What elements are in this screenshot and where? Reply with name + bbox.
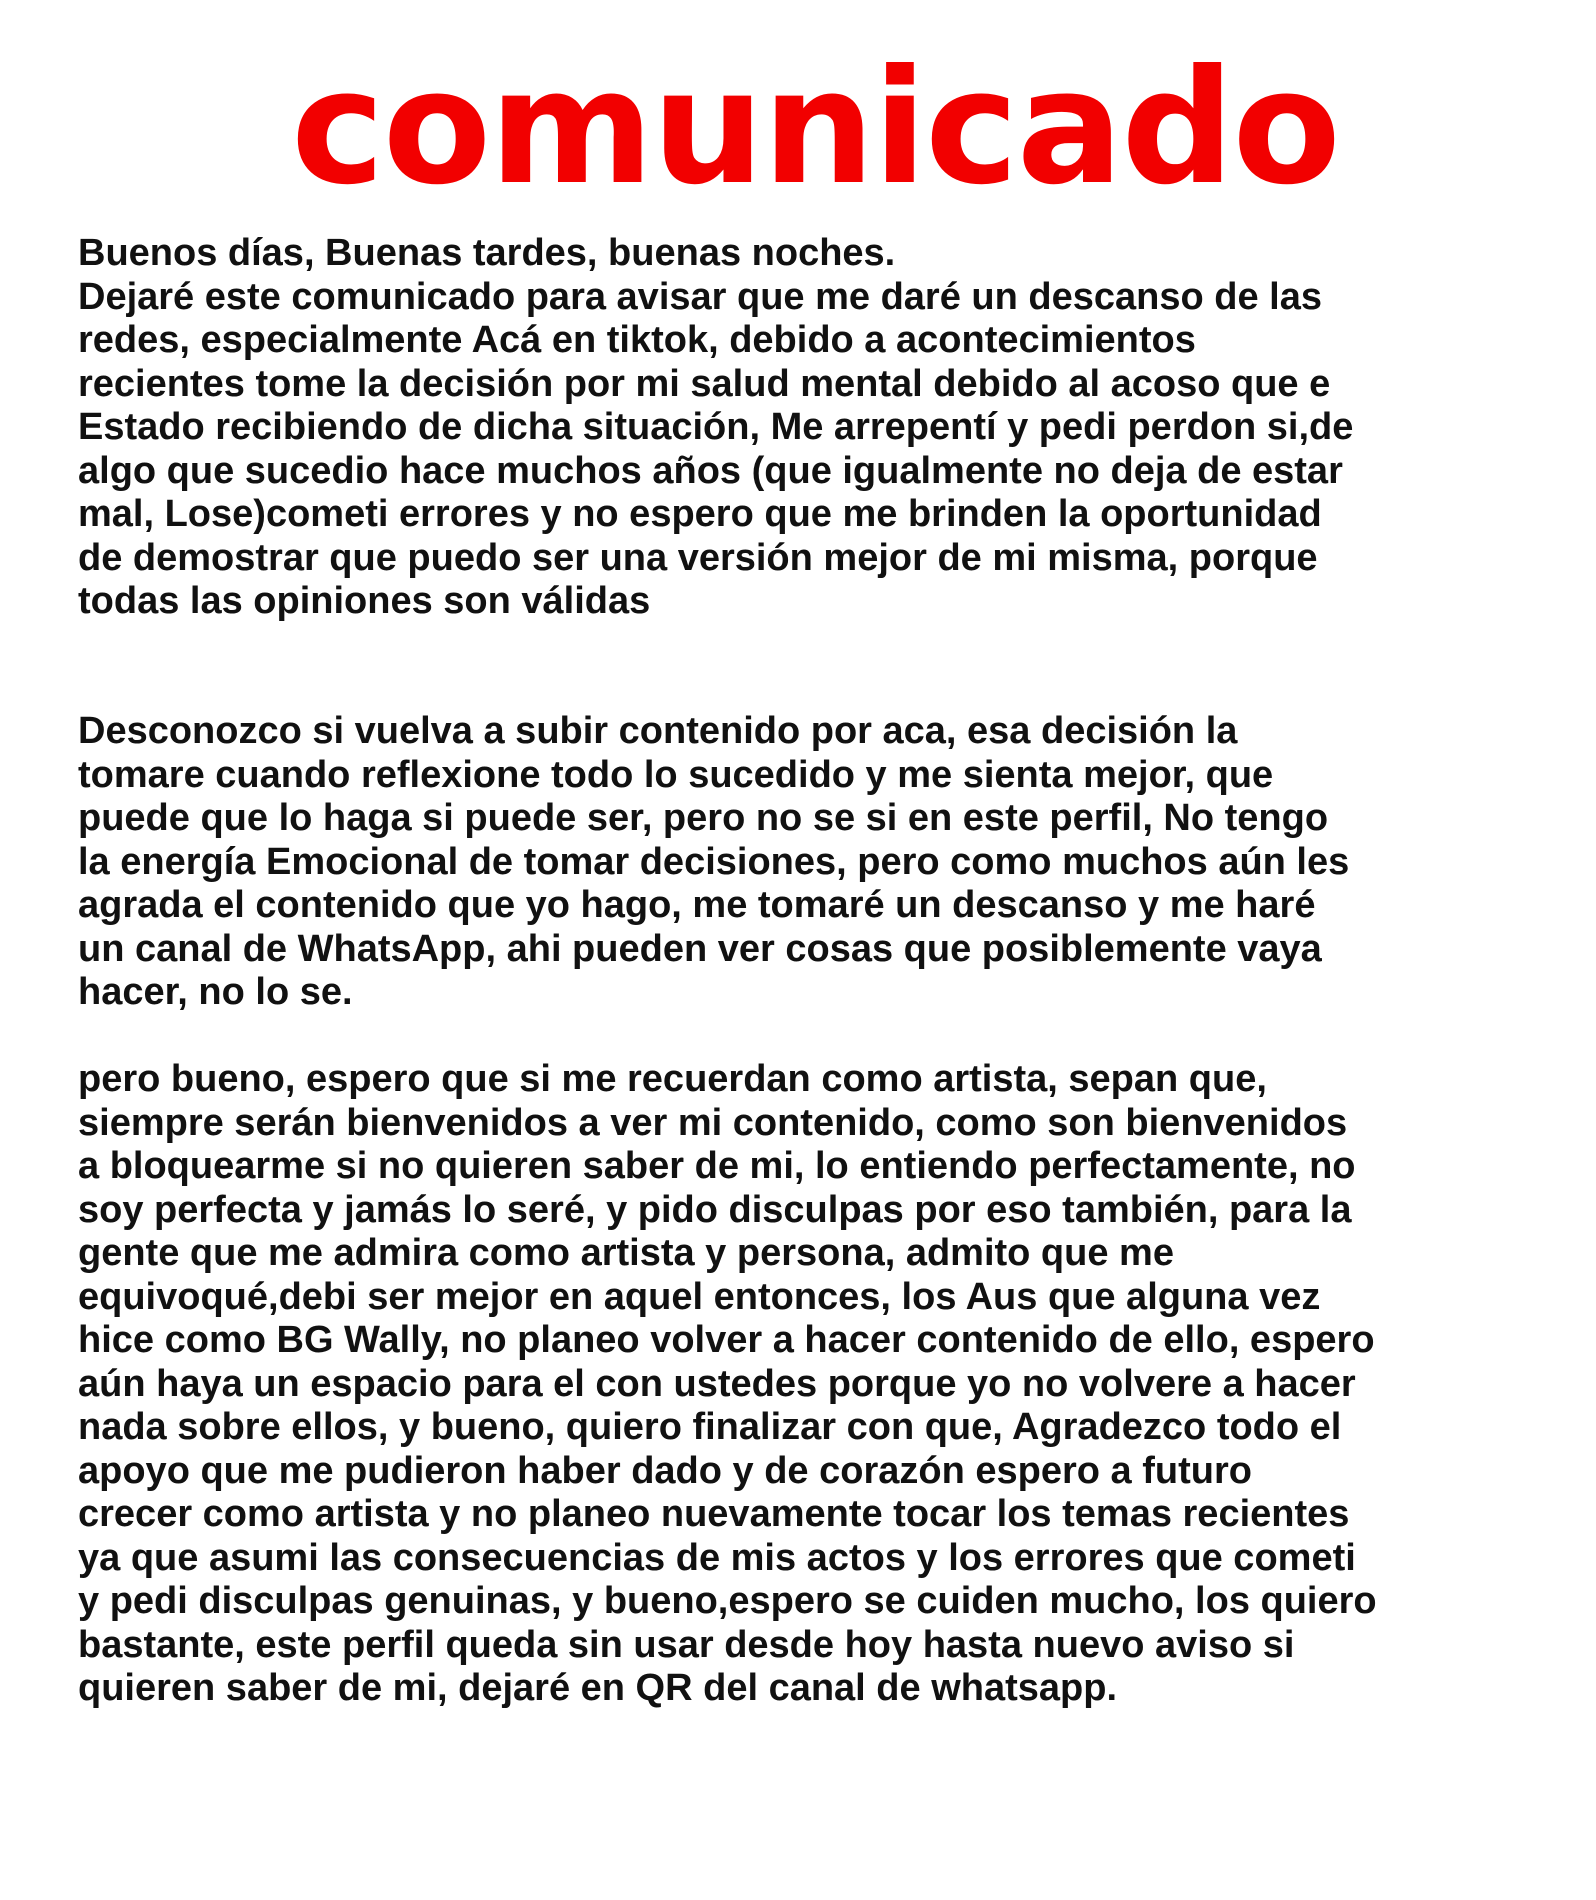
text-line: puede que lo haga si puede ser, pero no se si en este perfil, No tengo bbox=[78, 797, 1329, 839]
text-line: Estado recibiendo de dicha situación, Me arrepentí y pedi perdon si,de bbox=[78, 406, 1354, 448]
text-line: tomare cuando reflexione todo lo sucedido y me sienta mejor, que bbox=[78, 753, 1274, 796]
text-line: bastante, este perfil queda sin usar desde hoy hasta nuevo aviso si bbox=[78, 1623, 1295, 1666]
text-line: quieren saber de mi, dejaré en QR del canal de whatsapp. bbox=[78, 1667, 1118, 1709]
text-line: hice como BG Wally, no planeo volver a hacer contenido de ello, espero bbox=[78, 1319, 1375, 1361]
text-line: nada sobre ellos, y bueno, quiero finalizar con que, Agradezco todo el bbox=[78, 1406, 1342, 1448]
paragraph-3 bbox=[78, 1058, 1518, 1711]
text-line: algo que sucedio hace muchos años (que igualmente no deja de estar bbox=[78, 449, 1343, 492]
paragraph-1 bbox=[78, 232, 1518, 624]
text-line: pero bueno, espero que si me recuerdan como artista, sepan que, bbox=[78, 1058, 1267, 1100]
paragraph-2 bbox=[78, 710, 1518, 1015]
text-line: mal, Lose)cometi errores y no espero que me brinden la oportunidad bbox=[78, 493, 1322, 535]
text-line: aún haya un espacio para el con ustedes porque yo no volvere a hacer bbox=[78, 1362, 1356, 1405]
text-line: un canal de WhatsApp, ahi pueden ver cosas que posiblemente vaya bbox=[78, 927, 1322, 970]
page-title: comunicado bbox=[291, 36, 1339, 220]
text-line: soy perfecta y jamás lo seré, y pido disculpas por eso también, para la bbox=[78, 1188, 1352, 1231]
text-line: Dejaré este comunicado para avisar que me daré un descanso de las bbox=[78, 275, 1322, 318]
text-line: todas las opiniones son válidas bbox=[78, 580, 651, 622]
text-line: y pedi disculpas genuinas, y bueno,espero se cuiden mucho, los quiero bbox=[78, 1580, 1377, 1622]
text-line: Buenos días, Buenas tardes, buenas noches. bbox=[78, 232, 896, 274]
text-line: apoyo que me pudieron haber dado y de corazón espero a futuro bbox=[78, 1449, 1252, 1492]
text-line: hacer, no lo se. bbox=[78, 971, 353, 1013]
text-line: siempre serán bienvenidos a ver mi contenido, como son bienvenidos bbox=[78, 1101, 1348, 1144]
text-line: crecer como artista y no planeo nuevamente tocar los temas recientes bbox=[78, 1493, 1350, 1535]
text-line: de demostrar que puedo ser una versión mejor de mi misma, porque bbox=[78, 536, 1318, 579]
text-line: gente que me admira como artista y persona, admito que me bbox=[78, 1232, 1174, 1274]
text-line: a bloquearme si no quieren saber de mi, lo entiendo perfectamente, no bbox=[78, 1145, 1356, 1187]
text-line: agrada el contenido que yo hago, me tomaré un descanso y me haré bbox=[78, 884, 1316, 926]
text-line: equivoqué,debi ser mejor en aquel entonces, los Aus que alguna vez bbox=[78, 1275, 1321, 1318]
text-line: ya que asumi las consecuencias de mis actos y los errores que cometi bbox=[78, 1536, 1356, 1579]
text-line: redes, especialmente Acá en tiktok, debido a acontecimientos bbox=[78, 319, 1196, 361]
text-line: la energía Emocional de tomar decisiones, pero como muchos aún les bbox=[78, 840, 1350, 883]
text-line: recientes tome la decisión por mi salud mental debido al acoso que e bbox=[78, 362, 1331, 405]
text-line: Desconozco si vuelva a subir contenido por aca, esa decisión la bbox=[78, 710, 1238, 752]
